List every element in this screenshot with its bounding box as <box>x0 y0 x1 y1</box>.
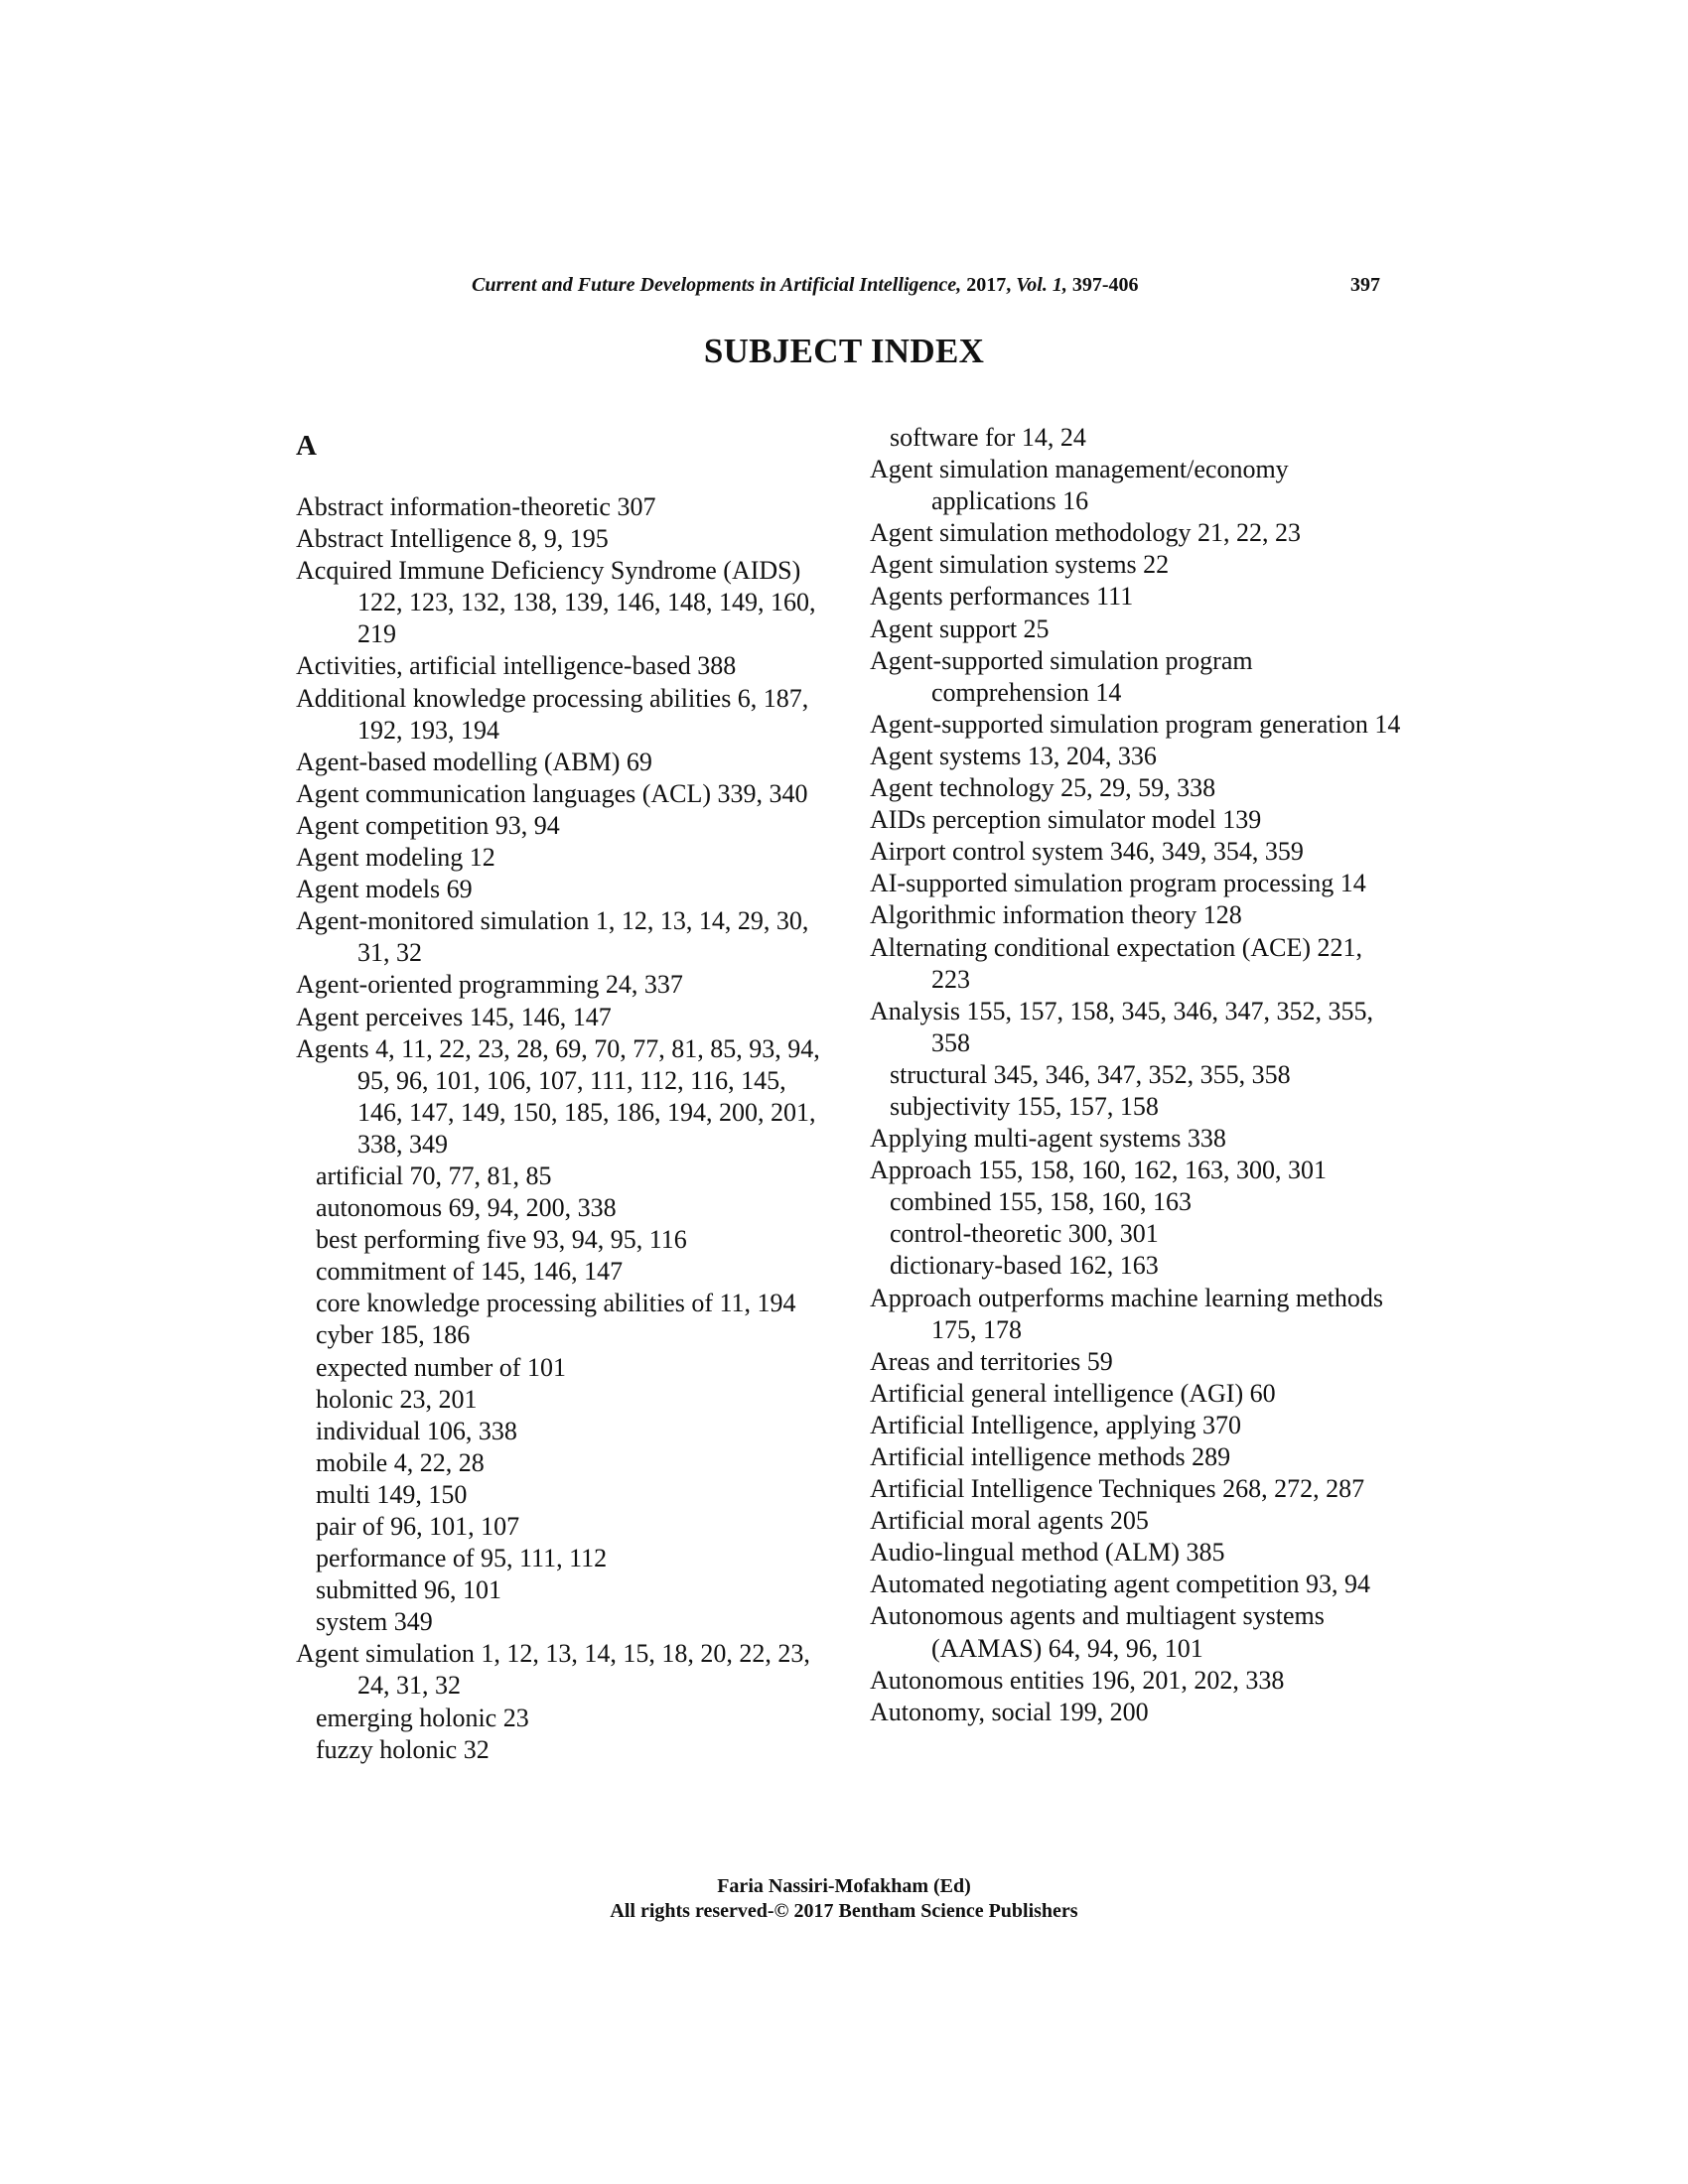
journal-title: Current and Future Developments in Artificial Intelligence, <box>472 274 962 296</box>
index-entry: Agent-oriented programming 24, 337 <box>296 970 683 1000</box>
index-subentry: commitment of 145, 146, 147 <box>316 1257 624 1287</box>
index-subentry: autonomous 69, 94, 200, 338 <box>316 1193 617 1223</box>
index-subentry: fuzzy holonic 32 <box>316 1734 490 1764</box>
index-subentry: combined 155, 158, 160, 163 <box>890 1187 1193 1217</box>
index-entry: Artificial moral agents 205 <box>870 1506 1149 1536</box>
index-entry: Agent-based modelling (ABM) 69 <box>296 747 652 776</box>
index-entry: Agents performances 111 <box>870 582 1134 612</box>
index-entry: Artificial Intelligence, applying 370 <box>870 1410 1241 1439</box>
index-subentry: cyber 185, 186 <box>316 1320 471 1350</box>
index-entry: Agent simulation methodology 21, 22, 23 <box>870 518 1302 548</box>
index-entry: Agent simulation management/economy applications 16 <box>870 455 1289 516</box>
index-subentry: individual 106, 338 <box>316 1416 517 1445</box>
footer-copyright: All rights reserved-© 2017 Bentham Science Publishers <box>610 1900 1078 1922</box>
index-entry: AIDs perception simulator model 139 <box>870 805 1262 835</box>
index-entry: Agent competition 93, 94 <box>296 810 560 840</box>
index-entry: Agents 4, 11, 22, 23, 28, 69, 70, 77, 81, 85, 93, 94, 95, 96, 101, 106, 107, 111, 112, 116, 145, 146, 147, 149, 150, 185, 186, 194, 200, 201, 338, 349 <box>296 1033 820 1159</box>
index-subentry: holonic 23, 201 <box>316 1384 478 1414</box>
index-entry: Airport control system 346, 349, 354, 359 <box>870 837 1304 867</box>
index-subentry: pair of 96, 101, 107 <box>316 1512 520 1541</box>
index-entry: Agent-supported simulation program comprehension 14 <box>870 645 1253 707</box>
index-subentry: emerging holonic 23 <box>316 1703 529 1732</box>
index-subentry: dictionary-based 162, 163 <box>890 1251 1159 1281</box>
journal-year: 2017, <box>966 274 1012 296</box>
index-entry: Agent simulation 1, 12, 13, 14, 15, 18, 20, 22, 23, 24, 31, 32 <box>296 1639 810 1701</box>
index-entry: Activities, artificial intelligence-based 388 <box>296 651 737 681</box>
index-entry: Areas and territories 59 <box>870 1346 1113 1376</box>
index-entry: Artificial Intelligence Techniques 268, 272, 287 <box>870 1474 1365 1504</box>
index-entry: Approach 155, 158, 160, 162, 163, 300, 301 <box>870 1156 1328 1185</box>
index-subentry: multi 149, 150 <box>316 1479 468 1509</box>
index-entry: Artificial general intelligence (AGI) 60 <box>870 1378 1276 1408</box>
section-letter: A <box>296 430 317 462</box>
index-entry: Autonomous entities 196, 201, 202, 338 <box>870 1665 1285 1695</box>
index-subentry: system 349 <box>316 1607 433 1637</box>
index-entry: Agent models 69 <box>296 875 473 904</box>
index-entry: Applying multi-agent systems 338 <box>870 1124 1226 1154</box>
index-entry: AI-supported simulation program processing 14 <box>870 869 1366 898</box>
journal-volume: Vol. 1, <box>1016 274 1067 296</box>
index-entry: Abstract Intelligence 8, 9, 195 <box>296 524 609 554</box>
index-entry: Autonomy, social 199, 200 <box>870 1697 1149 1726</box>
index-subentry: core knowledge processing abilities of 11, 194 <box>316 1289 796 1318</box>
index-entry: Agent communication languages (ACL) 339, 340 <box>296 778 808 808</box>
index-entry: Agent technology 25, 29, 59, 338 <box>870 773 1216 803</box>
index-entry: Acquired Immune Deficiency Syndrome (AIDS) 122, 123, 132, 138, 139, 146, 148, 149, 160, 219 <box>296 556 816 649</box>
index-entry: Approach outperforms machine learning methods 175, 178 <box>870 1283 1383 1344</box>
index-entry: Agent support 25 <box>870 614 1050 643</box>
index-subentry: structural 345, 346, 347, 352, 355, 358 <box>890 1059 1291 1089</box>
index-subentry: software for 14, 24 <box>890 423 1086 452</box>
index-subentry: expected number of 101 <box>316 1352 566 1382</box>
index-subentry: submitted 96, 101 <box>316 1575 502 1605</box>
running-head <box>472 268 1380 302</box>
index-column-right <box>870 422 1406 1728</box>
index-entry: Analysis 155, 157, 158, 345, 346, 347, 352, 355, 358 <box>870 996 1373 1057</box>
footer <box>0 1874 1688 1924</box>
index-entry: Autonomous agents and multiagent systems (AAMAS) 64, 94, 96, 101 <box>870 1601 1325 1663</box>
index-entry: Automated negotiating agent competition 93, 94 <box>870 1570 1371 1599</box>
journal-citation <box>472 268 1139 302</box>
index-subentry: control-theoretic 300, 301 <box>890 1219 1159 1249</box>
index-entry: Additional knowledge processing abilities 6, 187, 192, 193, 194 <box>296 683 809 745</box>
index-entry: Agent simulation systems 22 <box>870 550 1170 580</box>
index-subentry: subjectivity 155, 157, 158 <box>890 1091 1159 1121</box>
index-subentry: artificial 70, 77, 81, 85 <box>316 1160 552 1190</box>
page-title: SUBJECT INDEX <box>703 332 985 370</box>
index-subentry: best performing five 93, 94, 95, 116 <box>316 1225 687 1255</box>
page-range: 397-406 <box>1071 274 1139 296</box>
index-column-left <box>296 422 832 1766</box>
index-entry: Alternating conditional expectation (ACE) 221, 223 <box>870 932 1363 994</box>
index-subentry: mobile 4, 22, 28 <box>316 1447 485 1477</box>
index-entry: Algorithmic information theory 128 <box>870 900 1242 930</box>
footer-editor: Faria Nassiri-Mofakham (Ed) <box>717 1875 971 1897</box>
index-entry: Agent systems 13, 204, 336 <box>870 741 1157 770</box>
page-number: 397 <box>1350 274 1380 296</box>
index-entry: Artificial intelligence methods 289 <box>870 1442 1231 1471</box>
index-entry: Agent-monitored simulation 1, 12, 13, 14, 29, 30, 31, 32 <box>296 906 809 968</box>
index-entry: Agent perceives 145, 146, 147 <box>296 1002 612 1031</box>
index-entry: Audio-lingual method (ALM) 385 <box>870 1538 1225 1568</box>
index-entry: Agent modeling 12 <box>296 843 495 873</box>
index-entry: Abstract information-theoretic 307 <box>296 492 656 521</box>
index-subentry: performance of 95, 111, 112 <box>316 1544 608 1573</box>
index-entry: Agent-supported simulation program generation 14 <box>870 709 1401 739</box>
